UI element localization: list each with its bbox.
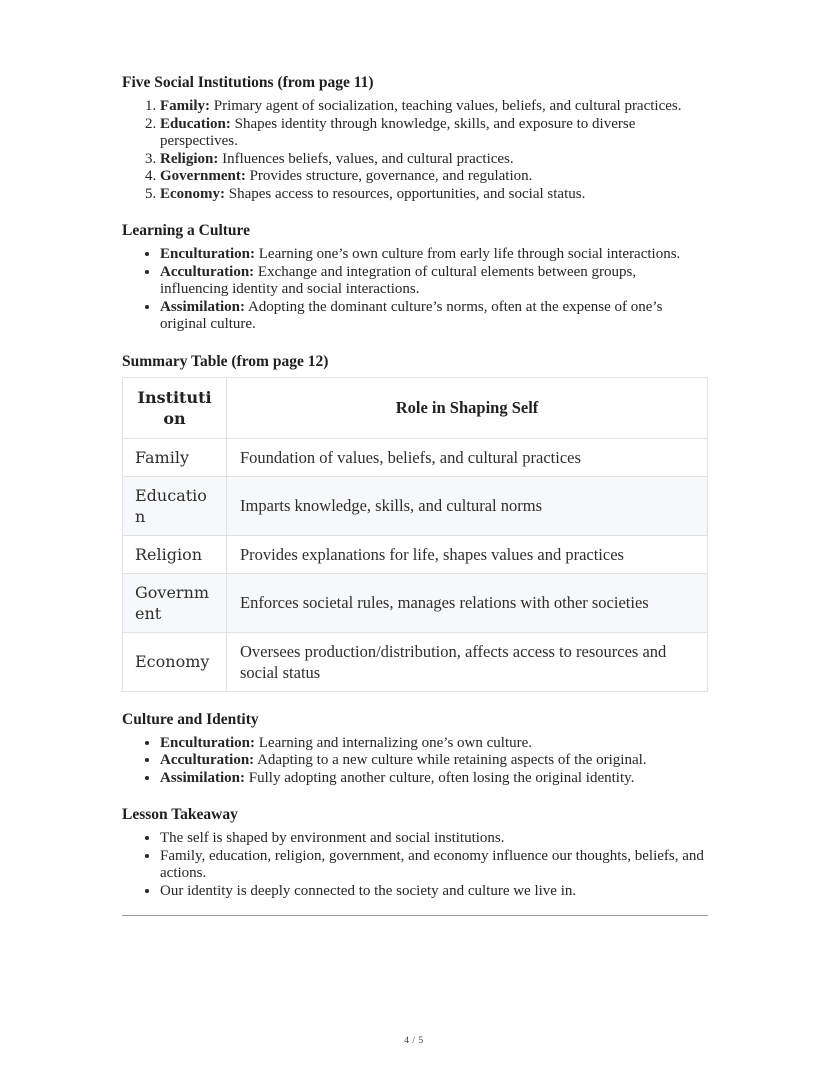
item-text: Fully adopting another culture, often losing the original identity. [245,769,635,786]
list-item [160,752,708,770]
table-header [123,377,708,438]
section-learning-culture [122,221,708,334]
list-item [160,735,708,753]
term-label: Acculturation: [160,752,255,768]
section-heading: Summary Table (from page 12) [122,352,329,370]
list-item [160,186,708,204]
table-cell-institution: Government [123,573,227,632]
list-item [160,264,708,299]
list-item [160,770,708,788]
section-heading: Culture and Identity [122,710,259,728]
item-text: The self is shaped by environment and social institutions. [160,830,505,846]
list-item [160,168,708,186]
term-label: Economy: [160,185,225,202]
item-text: Shapes identity through knowledge, skills, and exposure to diverse perspectives. [160,115,636,149]
table-cell-institution: Economy [123,632,227,691]
item-text: Adopting the dominant culture’s norms, often at the expense of one’s original culture. [160,298,663,332]
bullet-list [122,830,708,900]
table-header-role: Role in Shaping Self [227,377,708,438]
item-text: Primary agent of socialization, teaching values, beliefs, and cultural practices. [210,98,682,114]
section-lesson-takeaway [122,805,708,900]
divider [122,915,708,916]
list-item [160,299,708,334]
section-culture-identity [122,710,708,788]
table-row [123,438,708,476]
table-cell-role: Enforces societal rules, manages relations with other societies [227,573,708,632]
item-text: Exchange and integration of cultural elements between groups, influencing identity and social interactions. [160,263,637,297]
section-heading: Learning a Culture [122,222,251,239]
item-text: Learning and internalizing one’s own culture. [255,734,533,751]
bullet-list [122,735,708,788]
item-text: Provides structure, governance, and regulation. [245,168,533,184]
table-row [123,573,708,632]
term-label: Government: [160,168,246,184]
list-item [160,98,708,116]
table-header-institution: Institution [123,377,227,438]
list-item [160,830,708,848]
table-cell-institution: Education [123,476,227,535]
table-cell-institution: Religion [123,535,227,573]
item-text: Our identity is deeply connected to the society and culture we live in. [160,882,577,899]
bullet-list [122,246,708,334]
list-item [160,246,708,264]
item-text: Adapting to a new culture while retaining aspects of the original. [254,752,647,768]
term-label: Religion: [160,150,219,167]
term-label: Enculturation: [160,734,256,751]
section-summary-table [122,352,708,692]
table-row [123,632,708,691]
list-item [160,883,708,901]
list-item [160,116,708,151]
table-row [123,476,708,535]
term-label: Assimilation: [160,769,246,786]
term-label: Acculturation: [160,263,255,280]
term-label: Enculturation: [160,246,256,262]
item-text: Learning one’s own culture from early life through social interactions. [255,246,681,262]
table-body [123,438,708,691]
item-text: Shapes access to resources, opportunities, and social status. [225,185,586,202]
numbered-list [122,98,708,203]
list-item [160,848,708,883]
table-cell-role: Imparts knowledge, skills, and cultural norms [227,476,708,535]
page-number: 4 / 5 [404,1036,424,1046]
table-cell-role: Provides explanations for life, shapes values and practices [227,535,708,573]
item-text: Influences beliefs, values, and cultural practices. [218,150,514,167]
table-header-row [123,377,708,438]
section-five-institutions [122,73,708,203]
term-label: Family: [160,98,210,114]
table-cell-institution: Family [123,438,227,476]
item-text: Family, education, religion, government, and economy influence our thoughts, beliefs, and actions. [160,847,704,881]
summary-table [122,377,708,692]
list-item [160,151,708,169]
term-label: Education: [160,115,231,132]
section-heading: Lesson Takeaway [122,806,238,823]
table-cell-role: Oversees production/distribution, affects access to resources and social status [227,632,708,691]
section-heading: Five Social Institutions (from page 11) [122,74,374,91]
table-row [123,535,708,573]
term-label: Assimilation: [160,298,246,315]
document-page [122,73,708,916]
table-cell-role: Foundation of values, beliefs, and cultural practices [227,438,708,476]
